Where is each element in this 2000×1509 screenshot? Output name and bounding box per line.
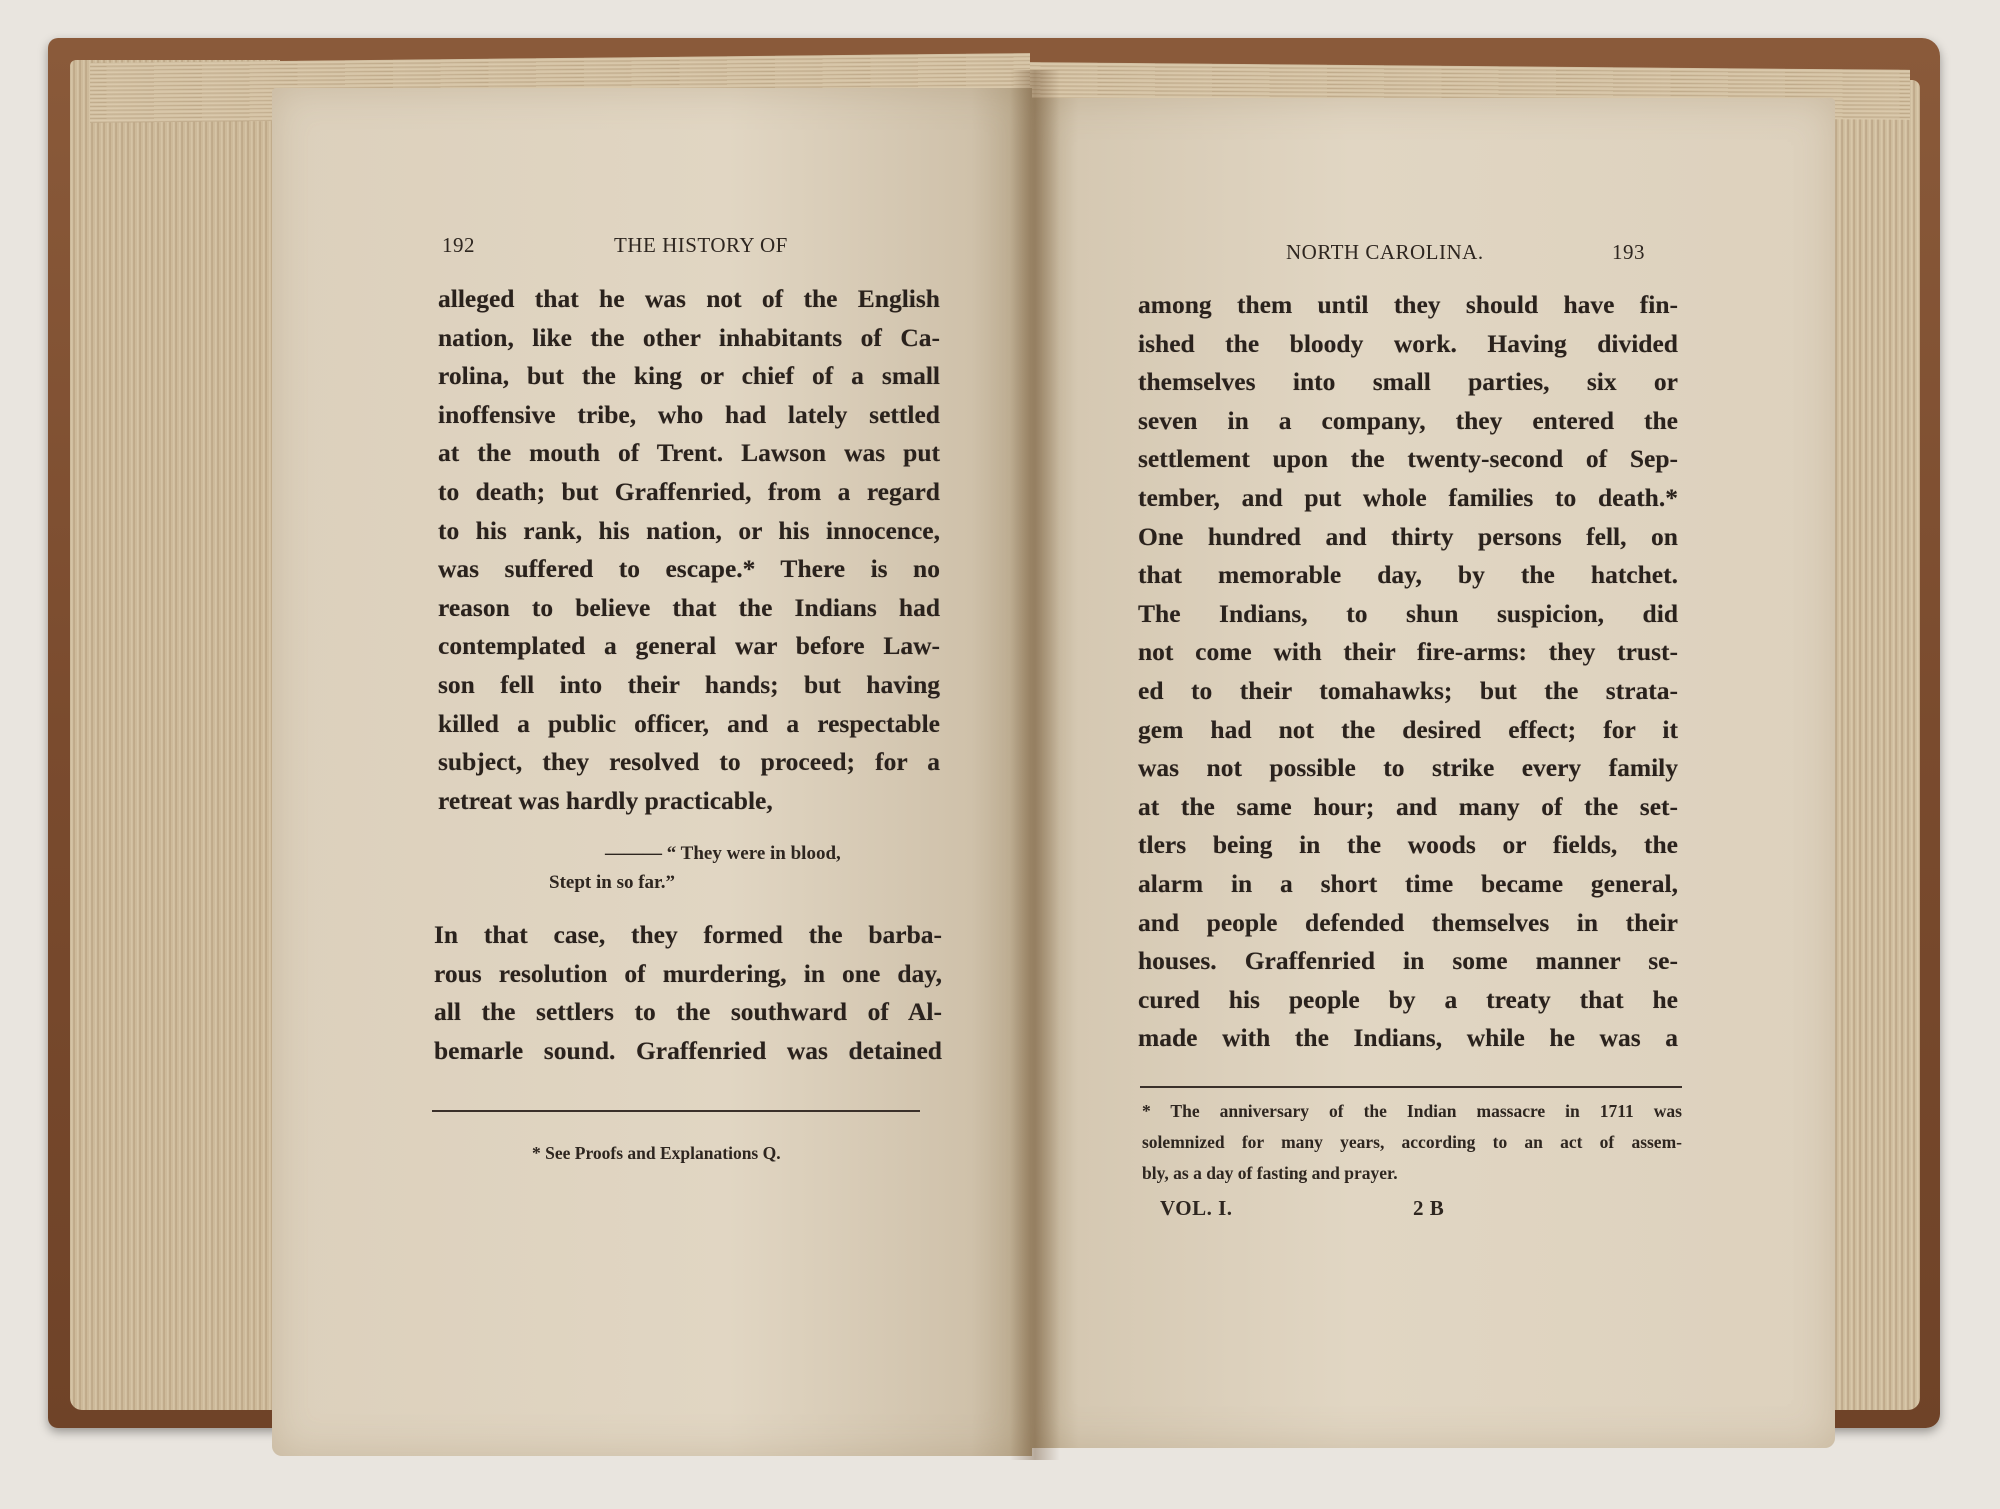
text-line: at the same hour; and many of the set-	[1138, 791, 1678, 821]
left-body-text	[438, 280, 940, 820]
text-line: houses. Graffenried in some manner se-	[1138, 946, 1678, 976]
text-line: seven in a company, they entered the	[1138, 405, 1678, 435]
text-line: alarm in a short time became general,	[1138, 868, 1678, 898]
text-line: son fell into their hands; but having	[438, 669, 940, 699]
text-line: One hundred and thirty persons fell, on	[1138, 521, 1678, 551]
text-line: rolina, but the king or chief of a small	[438, 361, 940, 391]
page-edges-right	[1820, 80, 1920, 1410]
text-line: bemarle sound. Graffenried was detained	[434, 1035, 942, 1065]
text-line: at the mouth of Trent. Lawson was put	[438, 438, 940, 468]
text-line: cured his people by a treaty that he	[1138, 984, 1678, 1014]
text-line: solemnized for many years, according to an act of assem-	[1142, 1132, 1682, 1152]
right-body-text	[1138, 286, 1678, 1058]
right-signature-mark: 2 B	[1413, 1196, 1445, 1220]
left-running-head: THE HISTORY OF	[614, 233, 788, 257]
text-line: was not possible to strike every family	[1138, 753, 1678, 783]
text-line: settlement upon the twenty-second of Sep-	[1138, 444, 1678, 474]
left-footnote: * See Proofs and Explanations Q.	[532, 1143, 781, 1163]
text-line: The Indians, to shun suspicion, did	[1138, 598, 1678, 628]
text-line: alleged that he was not of the English	[438, 284, 940, 313]
book-gutter	[1010, 70, 1060, 1460]
text-line: inoffensive tribe, who had lately settled	[438, 399, 940, 429]
right-page-number: 193	[1612, 240, 1645, 264]
text-line: made with the Indians, while he was a	[1138, 1023, 1678, 1053]
right-signature-vol: VOL. I.	[1160, 1196, 1233, 1220]
text-line: gem had not the desired effect; for it	[1138, 714, 1678, 744]
text-line: ed to their tomahawks; but the strata-	[1138, 675, 1678, 705]
text-line: not come with their fire-arms: they trust-	[1138, 637, 1678, 667]
right-footnote	[1142, 1096, 1682, 1189]
text-line: tlers being in the woods or fields, the	[1138, 830, 1678, 860]
text-line: In that case, they formed the barba-	[434, 920, 942, 949]
text-line: * The anniversary of the Indian massacre in 1711 was	[1142, 1101, 1682, 1121]
page-edges-left	[70, 60, 280, 1410]
text-line: that memorable day, by the hatchet.	[1138, 560, 1678, 590]
text-line: to his rank, his nation, or his innocence,	[438, 515, 940, 545]
text-line: retreat was hardly practicable,	[438, 785, 773, 815]
text-line: bly, as a day of fasting and prayer.	[1142, 1163, 1398, 1183]
right-running-head: NORTH CAROLINA.	[1286, 240, 1484, 264]
text-line: reason to believe that the Indians had	[438, 592, 940, 622]
left-page-number: 192	[442, 233, 475, 257]
right-page	[1030, 98, 1835, 1448]
left-quote-line1: ——— “ They were in blood,	[605, 843, 841, 864]
text-line: and people defended themselves in their	[1138, 907, 1678, 937]
text-line: ished the bloody work. Having divided	[1138, 328, 1678, 358]
left-footnote-rule	[432, 1110, 920, 1112]
text-line: nation, like the other inhabitants of Ca-	[438, 322, 940, 352]
text-line: killed a public officer, and a respectable	[438, 708, 940, 738]
left-page	[272, 88, 1032, 1456]
right-footnote-rule	[1140, 1086, 1682, 1088]
text-line: subject, they resolved to proceed; for a	[438, 747, 940, 777]
text-line: rous resolution of murdering, in one day,	[434, 958, 942, 988]
text-line: was suffered to escape.* There is no	[438, 554, 940, 584]
text-line: to death; but Graffenried, from a regard	[438, 476, 940, 506]
left-body-text-2	[434, 916, 942, 1070]
left-quote-line2: Stept in so far.”	[549, 872, 675, 893]
text-line: tember, and put whole families to death.*	[1138, 482, 1678, 512]
text-line: among them until they should have fin-	[1138, 290, 1678, 319]
text-line: all the settlers to the southward of Al-	[434, 997, 942, 1027]
text-line: themselves into small parties, six or	[1138, 367, 1678, 397]
text-line: contemplated a general war before Law-	[438, 631, 940, 661]
